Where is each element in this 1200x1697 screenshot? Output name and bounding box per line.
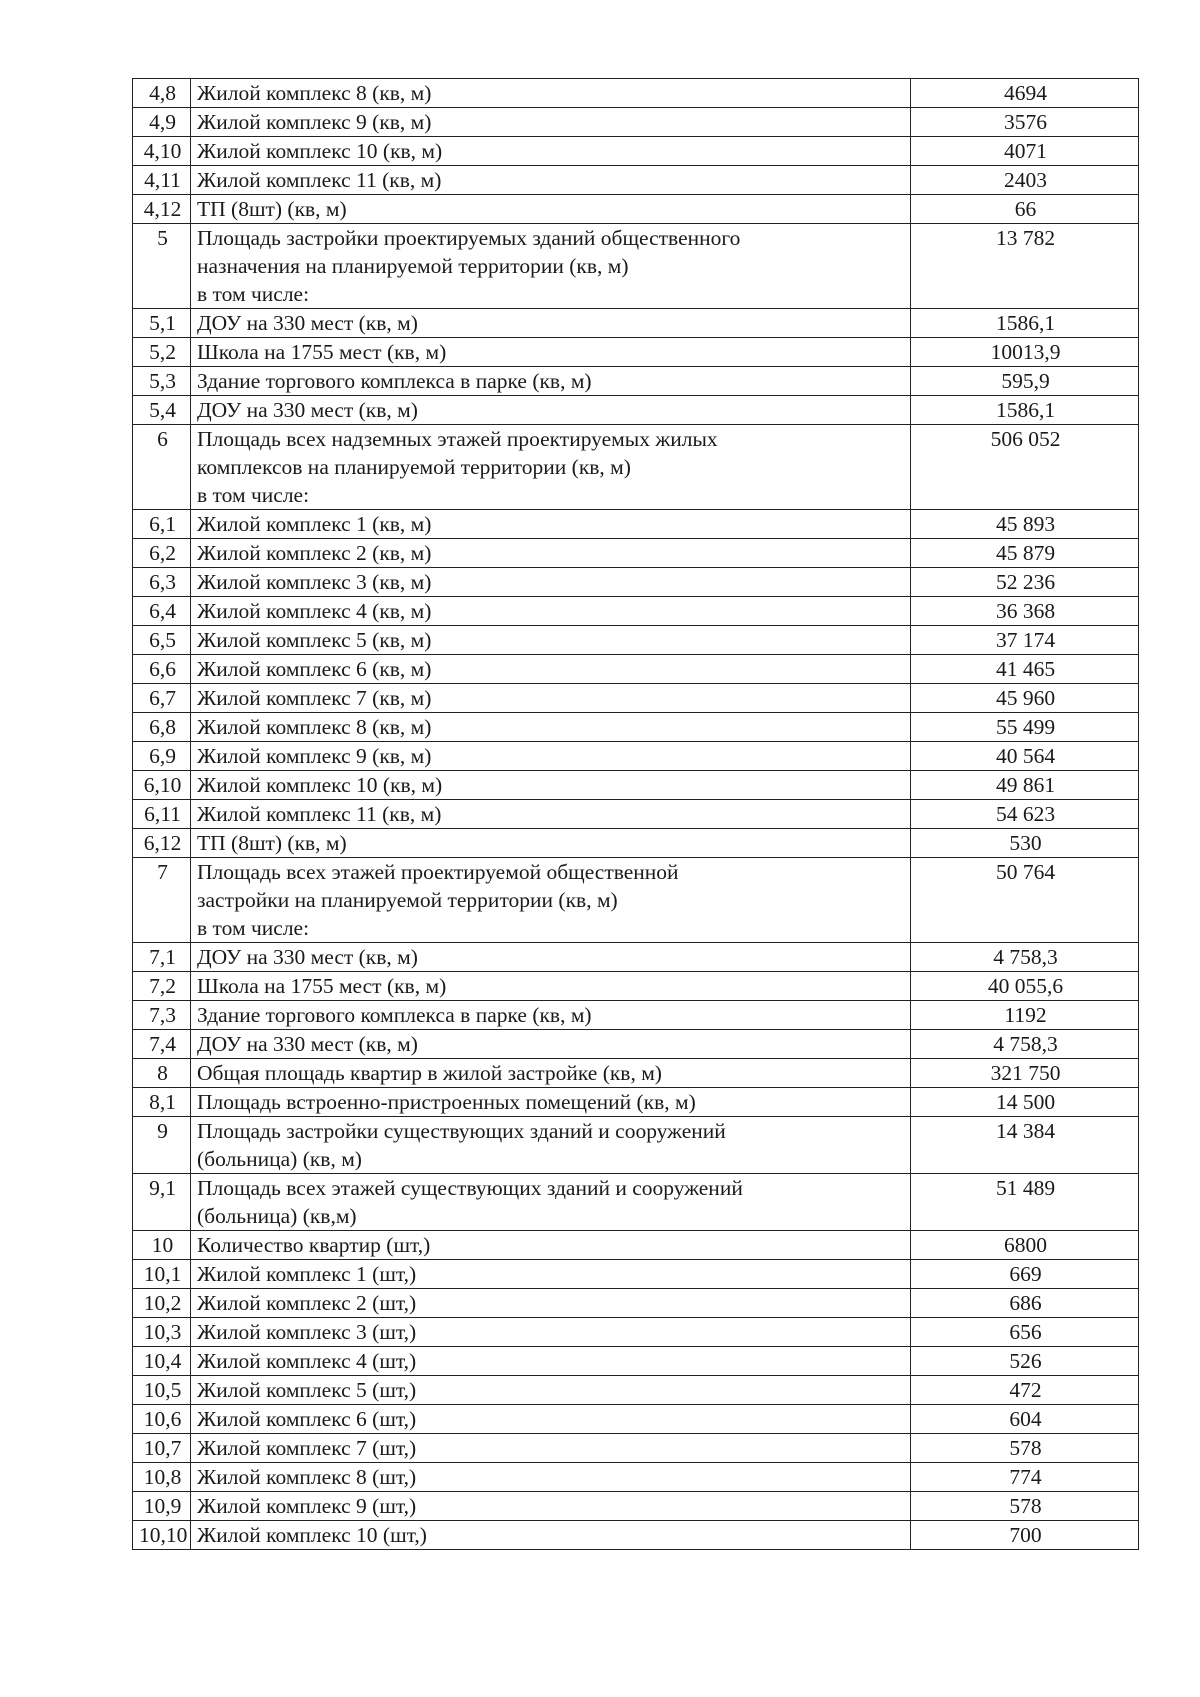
row-name-cell: Жилой комплекс 1 (кв, м) — [191, 510, 911, 539]
row-value-cell: 50 764 — [911, 858, 1139, 943]
row-number-cell: 6,12 — [133, 829, 191, 858]
table-row — [133, 1231, 1139, 1260]
table-row — [133, 1405, 1139, 1434]
table-row — [133, 1030, 1139, 1059]
table-row — [133, 108, 1139, 137]
row-number-cell: 8,1 — [133, 1088, 191, 1117]
row-value-cell: 49 861 — [911, 771, 1139, 800]
table-row — [133, 597, 1139, 626]
row-name-cell: Жилой комплекс 4 (шт,) — [191, 1347, 911, 1376]
row-number-cell: 7,1 — [133, 943, 191, 972]
row-name-cell: Жилой комплекс 8 (кв, м) — [191, 79, 911, 108]
row-name-cell: Здание торгового комплекса в парке (кв, м) — [191, 367, 911, 396]
row-value-cell: 13 782 — [911, 224, 1139, 309]
row-name-cell: Жилой комплекс 7 (кв, м) — [191, 684, 911, 713]
row-number-cell: 4,8 — [133, 79, 191, 108]
row-name-cell: Площадь всех этажей существующих зданий и сооружений (больница) (кв,м) — [191, 1174, 911, 1231]
table-row — [133, 166, 1139, 195]
table-row — [133, 771, 1139, 800]
table-row — [133, 972, 1139, 1001]
row-name-cell: Жилой комплекс 8 (шт,) — [191, 1463, 911, 1492]
row-number-cell: 7,2 — [133, 972, 191, 1001]
row-name-cell: ТП (8шт) (кв, м) — [191, 195, 911, 224]
row-value-cell: 4694 — [911, 79, 1139, 108]
table-row — [133, 367, 1139, 396]
row-name-cell: Жилой комплекс 3 (кв, м) — [191, 568, 911, 597]
row-name-cell: Жилой комплекс 3 (шт,) — [191, 1318, 911, 1347]
row-name-cell: Жилой комплекс 6 (шт,) — [191, 1405, 911, 1434]
row-value-cell: 578 — [911, 1492, 1139, 1521]
row-value-cell: 1586,1 — [911, 309, 1139, 338]
row-value-cell: 321 750 — [911, 1059, 1139, 1088]
row-name-cell: ДОУ на 330 мест (кв, м) — [191, 1030, 911, 1059]
row-value-cell: 51 489 — [911, 1174, 1139, 1231]
table-row — [133, 1260, 1139, 1289]
row-name-cell: Жилой комплекс 9 (кв, м) — [191, 108, 911, 137]
row-value-cell: 656 — [911, 1318, 1139, 1347]
row-name-cell: Жилой комплекс 5 (кв, м) — [191, 626, 911, 655]
row-number-cell: 4,12 — [133, 195, 191, 224]
row-value-cell: 4 758,3 — [911, 1030, 1139, 1059]
row-number-cell: 10,3 — [133, 1318, 191, 1347]
row-name-cell: Жилой комплекс 10 (кв, м) — [191, 771, 911, 800]
row-name-cell: Площадь встроенно-пристроенных помещений (кв, м) — [191, 1088, 911, 1117]
row-name-cell: Жилой комплекс 9 (шт,) — [191, 1492, 911, 1521]
table-row — [133, 1117, 1139, 1174]
row-name-cell: Жилой комплекс 6 (кв, м) — [191, 655, 911, 684]
table-row — [133, 568, 1139, 597]
row-number-cell: 9 — [133, 1117, 191, 1174]
row-number-cell: 4,10 — [133, 137, 191, 166]
row-value-cell: 669 — [911, 1260, 1139, 1289]
row-number-cell: 10,2 — [133, 1289, 191, 1318]
table-row — [133, 626, 1139, 655]
table-row — [133, 829, 1139, 858]
row-number-cell: 10 — [133, 1231, 191, 1260]
row-number-cell: 6,11 — [133, 800, 191, 829]
row-value-cell: 14 500 — [911, 1088, 1139, 1117]
row-number-cell: 10,8 — [133, 1463, 191, 1492]
row-number-cell: 7,3 — [133, 1001, 191, 1030]
table-row — [133, 396, 1139, 425]
row-name-cell: Школа на 1755 мест (кв, м) — [191, 338, 911, 367]
table-row — [133, 79, 1139, 108]
row-number-cell: 5,1 — [133, 309, 191, 338]
row-name-cell: ДОУ на 330 мест (кв, м) — [191, 396, 911, 425]
row-value-cell: 700 — [911, 1521, 1139, 1550]
row-name-cell: Площадь всех этажей проектируемой общественной застройки на планируемой территории (кв, м) в том числе: — [191, 858, 911, 943]
table-row — [133, 425, 1139, 510]
row-number-cell: 5,3 — [133, 367, 191, 396]
row-value-cell: 14 384 — [911, 1117, 1139, 1174]
table-row — [133, 309, 1139, 338]
row-name-cell: Школа на 1755 мест (кв, м) — [191, 972, 911, 1001]
row-number-cell: 6,6 — [133, 655, 191, 684]
row-value-cell: 45 893 — [911, 510, 1139, 539]
table-row — [133, 1088, 1139, 1117]
row-number-cell: 7 — [133, 858, 191, 943]
row-value-cell: 1586,1 — [911, 396, 1139, 425]
row-number-cell: 6,8 — [133, 713, 191, 742]
row-value-cell: 66 — [911, 195, 1139, 224]
table-row — [133, 1174, 1139, 1231]
row-name-cell: Жилой комплекс 4 (кв, м) — [191, 597, 911, 626]
table-row — [133, 224, 1139, 309]
row-value-cell: 45 879 — [911, 539, 1139, 568]
row-number-cell: 6,9 — [133, 742, 191, 771]
table-row — [133, 195, 1139, 224]
row-number-cell: 10,6 — [133, 1405, 191, 1434]
row-name-cell: Жилой комплекс 1 (шт,) — [191, 1260, 911, 1289]
row-name-cell: Жилой комплекс 2 (шт,) — [191, 1289, 911, 1318]
row-name-cell: Жилой комплекс 9 (кв, м) — [191, 742, 911, 771]
row-name-cell: Здание торгового комплекса в парке (кв, м) — [191, 1001, 911, 1030]
row-value-cell: 45 960 — [911, 684, 1139, 713]
row-value-cell: 40 564 — [911, 742, 1139, 771]
row-number-cell: 7,4 — [133, 1030, 191, 1059]
table-row — [133, 655, 1139, 684]
table-row — [133, 539, 1139, 568]
table-row — [133, 684, 1139, 713]
row-value-cell: 10013,9 — [911, 338, 1139, 367]
row-number-cell: 5,4 — [133, 396, 191, 425]
row-value-cell: 774 — [911, 1463, 1139, 1492]
table-row — [133, 1376, 1139, 1405]
row-value-cell: 604 — [911, 1405, 1139, 1434]
table-body — [133, 79, 1139, 1550]
row-number-cell: 6,5 — [133, 626, 191, 655]
row-number-cell: 5,2 — [133, 338, 191, 367]
row-number-cell: 10,10 — [133, 1521, 191, 1550]
row-value-cell: 37 174 — [911, 626, 1139, 655]
row-name-cell: Жилой комплекс 11 (кв, м) — [191, 166, 911, 195]
row-value-cell: 3576 — [911, 108, 1139, 137]
row-value-cell: 1192 — [911, 1001, 1139, 1030]
row-number-cell: 10,7 — [133, 1434, 191, 1463]
row-number-cell: 9,1 — [133, 1174, 191, 1231]
row-name-cell: Жилой комплекс 11 (кв, м) — [191, 800, 911, 829]
row-value-cell: 472 — [911, 1376, 1139, 1405]
table-row — [133, 1347, 1139, 1376]
row-value-cell: 41 465 — [911, 655, 1139, 684]
row-number-cell: 6,3 — [133, 568, 191, 597]
table-row — [133, 742, 1139, 771]
table-row — [133, 1001, 1139, 1030]
row-name-cell: Количество квартир (шт,) — [191, 1231, 911, 1260]
row-number-cell: 10,5 — [133, 1376, 191, 1405]
row-number-cell: 6,7 — [133, 684, 191, 713]
table-row — [133, 1492, 1139, 1521]
table-row — [133, 1059, 1139, 1088]
row-number-cell: 6,1 — [133, 510, 191, 539]
table-row — [133, 510, 1139, 539]
row-number-cell: 4,9 — [133, 108, 191, 137]
row-number-cell: 6,10 — [133, 771, 191, 800]
row-number-cell: 6,4 — [133, 597, 191, 626]
table-row — [133, 1434, 1139, 1463]
row-value-cell: 526 — [911, 1347, 1139, 1376]
row-value-cell: 4 758,3 — [911, 943, 1139, 972]
row-value-cell: 52 236 — [911, 568, 1139, 597]
row-number-cell: 6 — [133, 425, 191, 510]
table-row — [133, 800, 1139, 829]
row-value-cell: 686 — [911, 1289, 1139, 1318]
row-name-cell: Жилой комплекс 10 (кв, м) — [191, 137, 911, 166]
table-row — [133, 338, 1139, 367]
row-value-cell: 40 055,6 — [911, 972, 1139, 1001]
row-name-cell: Жилой комплекс 10 (шт,) — [191, 1521, 911, 1550]
row-name-cell: Общая площадь квартир в жилой застройке (кв, м) — [191, 1059, 911, 1088]
row-value-cell: 36 368 — [911, 597, 1139, 626]
row-value-cell: 54 623 — [911, 800, 1139, 829]
table-row — [133, 1463, 1139, 1492]
row-name-cell: ТП (8шт) (кв, м) — [191, 829, 911, 858]
row-number-cell: 10,1 — [133, 1260, 191, 1289]
row-number-cell: 10,4 — [133, 1347, 191, 1376]
row-number-cell: 4,11 — [133, 166, 191, 195]
row-name-cell: Жилой комплекс 7 (шт,) — [191, 1434, 911, 1463]
table-row — [133, 1521, 1139, 1550]
row-value-cell: 6800 — [911, 1231, 1139, 1260]
row-number-cell: 6,2 — [133, 539, 191, 568]
row-name-cell: Площадь застройки существующих зданий и сооружений (больница) (кв, м) — [191, 1117, 911, 1174]
row-value-cell: 595,9 — [911, 367, 1139, 396]
table-row — [133, 943, 1139, 972]
row-number-cell: 10,9 — [133, 1492, 191, 1521]
row-value-cell: 4071 — [911, 137, 1139, 166]
row-name-cell: Жилой комплекс 5 (шт,) — [191, 1376, 911, 1405]
row-value-cell: 55 499 — [911, 713, 1139, 742]
table-row — [133, 1318, 1139, 1347]
row-name-cell: ДОУ на 330 мест (кв, м) — [191, 943, 911, 972]
row-name-cell: Жилой комплекс 2 (кв, м) — [191, 539, 911, 568]
row-name-cell: ДОУ на 330 мест (кв, м) — [191, 309, 911, 338]
row-number-cell: 5 — [133, 224, 191, 309]
row-name-cell: Площадь застройки проектируемых зданий общественного назначения на планируемой территории (кв, м) в том числе: — [191, 224, 911, 309]
row-value-cell: 2403 — [911, 166, 1139, 195]
row-value-cell: 506 052 — [911, 425, 1139, 510]
row-number-cell: 8 — [133, 1059, 191, 1088]
table-row — [133, 858, 1139, 943]
row-name-cell: Площадь всех надземных этажей проектируемых жилых комплексов на планируемой территории (кв, м) в том числе: — [191, 425, 911, 510]
row-value-cell: 530 — [911, 829, 1139, 858]
table-row — [133, 713, 1139, 742]
row-name-cell: Жилой комплекс 8 (кв, м) — [191, 713, 911, 742]
indicators-table — [132, 78, 1139, 1550]
table-row — [133, 1289, 1139, 1318]
row-value-cell: 578 — [911, 1434, 1139, 1463]
table-row — [133, 137, 1139, 166]
